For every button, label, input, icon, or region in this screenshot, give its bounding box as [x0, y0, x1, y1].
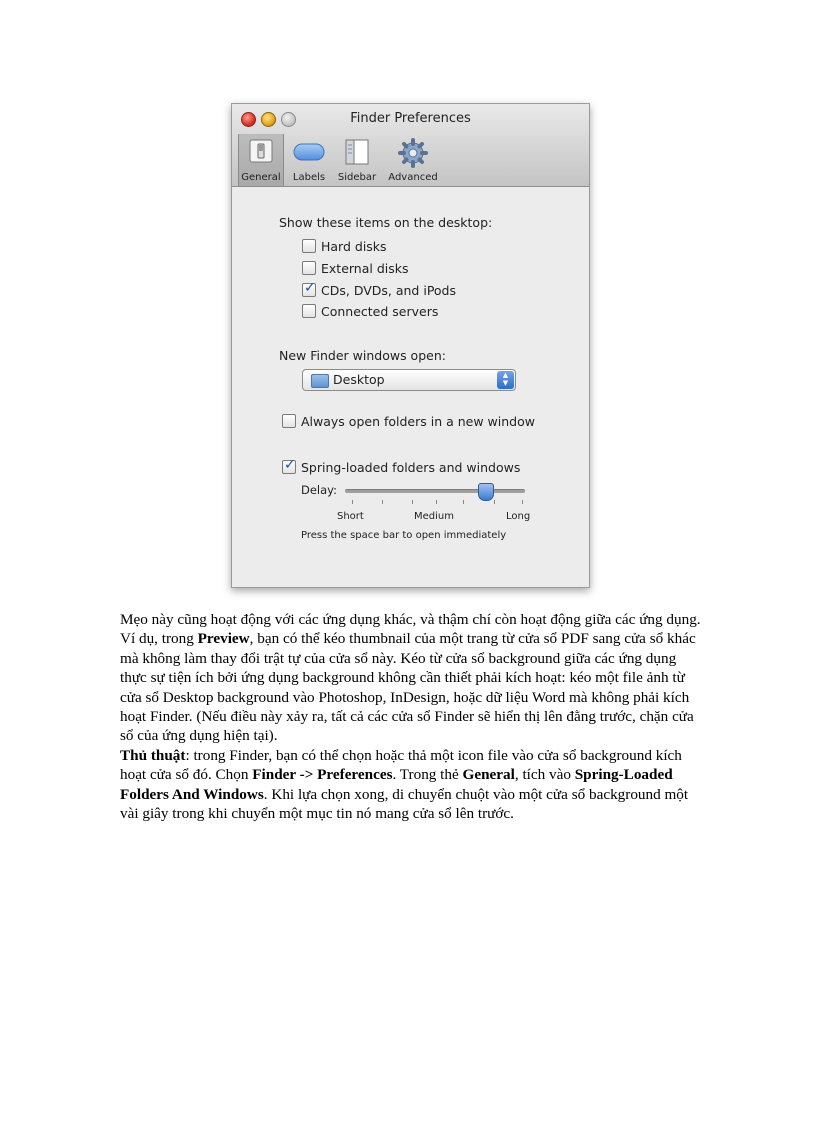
checkbox-box[interactable]: [302, 239, 316, 253]
tip-text-3: , tích vào: [514, 766, 575, 784]
slider-tick: [352, 500, 353, 504]
delay-slider[interactable]: [345, 489, 525, 493]
new-window-heading: New Finder windows open:: [279, 348, 446, 363]
tip-text-2: . Trong thẻ: [392, 766, 463, 784]
paragraph-tip: [120, 746, 705, 824]
checkmark-icon: ✓: [304, 280, 316, 296]
article-body: [120, 610, 705, 823]
tab-advanced[interactable]: [385, 134, 441, 186]
delay-label: Delay:: [301, 483, 338, 497]
checkbox-box[interactable]: [302, 304, 316, 318]
sidebar-icon: [343, 138, 371, 170]
slider-tick: [412, 500, 413, 504]
checkbox-spring-loaded[interactable]: [282, 457, 521, 476]
tab-general[interactable]: [238, 134, 284, 186]
folder-icon: [311, 374, 329, 388]
slider-tick: [382, 500, 383, 504]
preview-bold: Preview: [197, 630, 250, 648]
titlebar-toolbar: [232, 104, 589, 187]
desktop-items-heading: Show these items on the desktop:: [279, 215, 493, 230]
new-window-popup[interactable]: [302, 369, 516, 391]
checkbox-label: Connected servers: [321, 304, 439, 319]
checkmark-icon: ✓: [284, 457, 296, 473]
tab-advanced-label: Advanced: [388, 172, 438, 183]
gear-icon: [398, 138, 428, 172]
tip-text-4: . Khi lựa chọn xong, di chuyển chuột vào một cửa sổ background một vài giây trong khi chuyển một mục tin nó mang cửa sổ lên trước.: [120, 785, 689, 823]
tab-sidebar-label: Sidebar: [337, 172, 377, 183]
arrow-up-icon: ▲: [502, 371, 509, 379]
checkbox-label: External disks: [321, 261, 409, 276]
tip-label: Thủ thuật: [120, 746, 186, 764]
tick-label-medium: Medium: [414, 511, 454, 522]
popup-selected-value: Desktop: [333, 372, 385, 387]
delay-hint: Press the space bar to open immediately: [301, 530, 507, 541]
checkbox-box[interactable]: [302, 280, 316, 297]
window-title: Finder Preferences: [350, 111, 471, 126]
paragraph-1-text: Mẹo này cũng hoạt động với các ứng dụng khác, và thậm chí còn hoạt động giữa các ứng dụng. Ví dụ, trong: [120, 611, 701, 648]
tip-bold-1: Finder -> Preferences: [252, 766, 393, 784]
checkbox-label: CDs, DVDs, and iPods: [321, 283, 457, 298]
checkbox-cds-dvds-ipods[interactable]: [302, 280, 457, 299]
slider-tick: [494, 500, 495, 504]
checkbox-connected-servers[interactable]: [302, 304, 438, 320]
tick-label-short: Short: [337, 511, 364, 522]
tab-labels-label: Labels: [292, 172, 326, 183]
checkbox-external-disks[interactable]: [302, 261, 409, 277]
tab-general-label: General: [241, 172, 281, 183]
finder-preferences-window: [231, 103, 590, 588]
checkbox-box[interactable]: [282, 414, 296, 428]
tab-sidebar[interactable]: [333, 134, 381, 186]
checkbox-label: Hard disks: [321, 239, 387, 254]
checkbox-box[interactable]: [302, 261, 316, 275]
paragraph-1: [120, 610, 705, 746]
checkbox-always-open-new-window[interactable]: [282, 414, 535, 430]
general-pane: [232, 187, 589, 587]
checkbox-label: Always open folders in a new window: [301, 414, 535, 429]
checkbox-label: Spring-loaded folders and windows: [301, 460, 521, 475]
popup-arrows-icon: [497, 371, 514, 389]
tick-label-long: Long: [506, 511, 531, 522]
slider-thumb[interactable]: [478, 483, 494, 501]
slider-tick: [522, 500, 523, 504]
paragraph-1-rest: , bạn có thể kéo thumbnail của một trang từ cửa sổ PDF sang cửa sổ khác mà không làm thay đổi trật tự của cửa sổ này. Kéo từ cửa sổ background giữa các ứng dụng thực sự tiện ích bởi ứng dụng background không cần thiết phải kích hoạt: kéo một file ảnh từ cửa sổ Desktop background vào Photoshop, InDesign, hoặc dữ liệu Word mà không phải kích hoạt Finder. (Nếu điều này xảy ra, tất cả các cửa sổ Finder sẽ hiển thị lên đằng trước, chặn cửa sổ của ứng dụng hiện tại).: [120, 630, 696, 745]
tip-bold-2: General: [462, 766, 515, 784]
tip-bold-3: Spring-Loaded Folders And Windows: [120, 766, 673, 803]
checkbox-box[interactable]: [282, 457, 296, 474]
label-pill-icon: [292, 138, 326, 168]
switch-icon: [248, 138, 274, 168]
slider-tick: [463, 500, 464, 504]
tab-labels[interactable]: [287, 134, 331, 186]
slider-tick: [436, 500, 437, 504]
checkbox-hard-disks[interactable]: [302, 239, 387, 255]
tip-text-1: : trong Finder, bạn có thể chọn hoặc thả một icon file vào cửa sổ background kích hoạt cửa sổ đó. Chọn: [120, 746, 682, 784]
arrow-down-icon: ▼: [502, 379, 509, 387]
